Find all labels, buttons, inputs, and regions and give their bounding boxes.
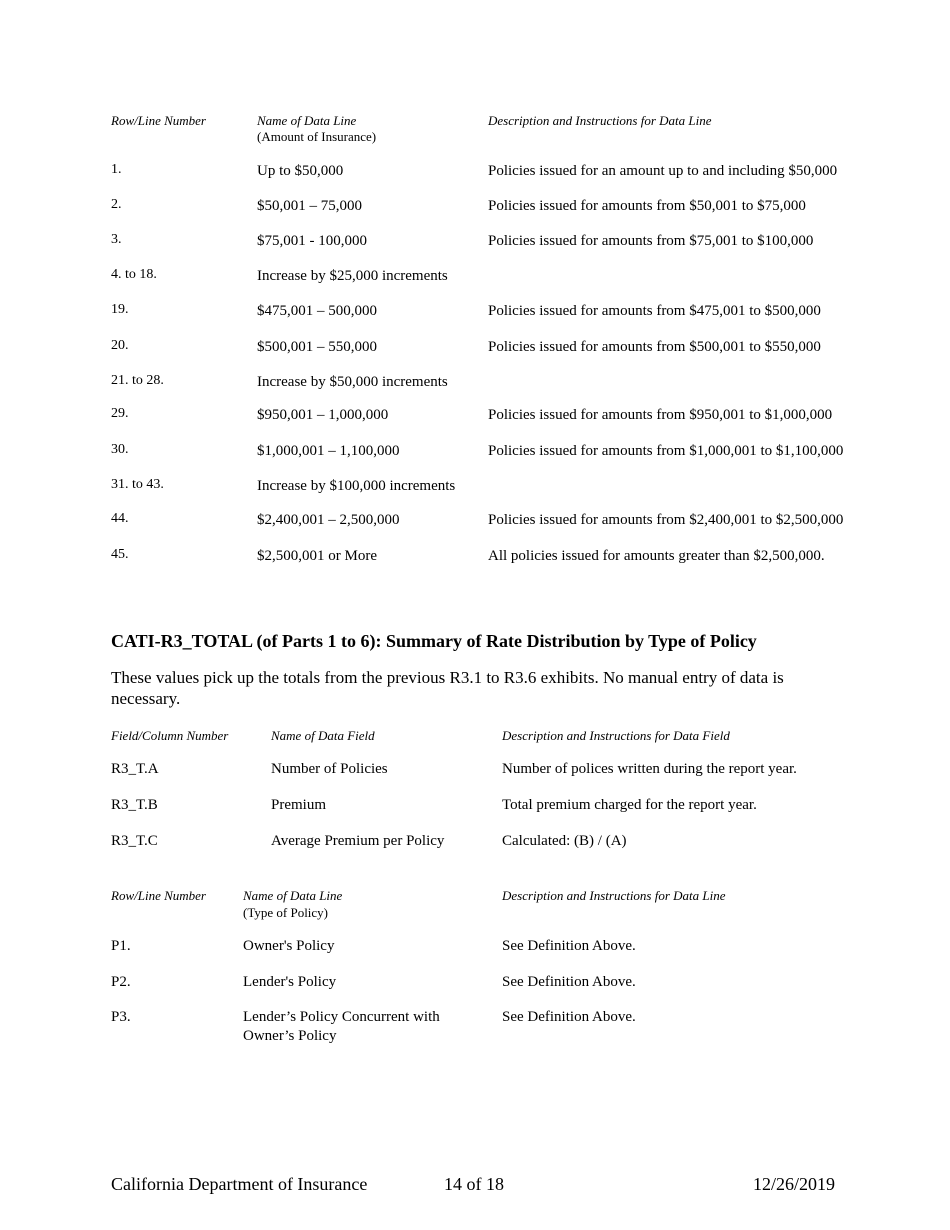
line-name: Owner's Policy <box>243 938 335 954</box>
field-description: Total premium charged for the report year. <box>502 797 757 813</box>
row-number: 29. <box>111 406 129 421</box>
row-description: Policies issued for amounts from $500,001 to $550,000 <box>488 339 821 355</box>
section-heading: CATI-R3_TOTAL (of Parts 1 to 6): Summary of Rate Distribution by Type of Policy <box>111 631 757 651</box>
row-description: Policies issued for amounts from $1,000,001 to $1,100,000 <box>488 443 844 459</box>
line-name: Lender's Policy <box>243 974 337 990</box>
row-name: $475,001 – 500,000 <box>257 303 377 319</box>
field-number: R3_T.C <box>111 833 158 849</box>
row-number: 45. <box>111 547 129 562</box>
footer-organization: California Department of Insurance <box>111 1174 368 1194</box>
line-description: See Definition Above. <box>502 974 636 990</box>
line-description: See Definition Above. <box>502 1009 636 1025</box>
header-name-of-data-line: Name of Data Line <box>243 888 343 903</box>
row-name: Increase by $100,000 increments <box>257 478 456 494</box>
row-name: $1,000,001 – 1,100,000 <box>257 443 400 459</box>
line-number: P3. <box>111 1009 131 1025</box>
row-name: $75,001 - 100,000 <box>257 233 367 249</box>
header-row-line-number: Row/Line Number <box>111 888 206 903</box>
row-name: Increase by $50,000 increments <box>257 374 448 390</box>
row-name: $500,001 – 550,000 <box>257 339 377 355</box>
row-number: 19. <box>111 302 129 317</box>
row-name: $2,400,001 – 2,500,000 <box>257 512 400 528</box>
row-number: 1. <box>111 162 122 177</box>
field-number: R3_T.B <box>111 797 158 813</box>
field-name: Premium <box>271 797 326 813</box>
row-number: 3. <box>111 232 122 247</box>
field-number: R3_T.A <box>111 761 159 777</box>
row-number: 31. to 43. <box>111 477 164 492</box>
row-name: $950,001 – 1,000,000 <box>257 407 389 423</box>
row-name: Up to $50,000 <box>257 163 344 179</box>
row-number: 44. <box>111 511 129 526</box>
row-number: 30. <box>111 442 129 457</box>
row-description: Policies issued for amounts from $950,001 to $1,000,000 <box>488 407 833 423</box>
line-number: P1. <box>111 938 131 954</box>
field-name: Average Premium per Policy <box>271 833 445 849</box>
row-name: Increase by $25,000 increments <box>257 268 448 284</box>
header-description-data-line: Description and Instructions for Data Line <box>502 888 726 903</box>
row-number: 4. to 18. <box>111 267 157 282</box>
row-description: Policies issued for amounts from $475,001 to $500,000 <box>488 303 821 319</box>
row-description: Policies issued for an amount up to and including $50,000 <box>488 163 838 179</box>
line-description: See Definition Above. <box>502 938 636 954</box>
header-name-of-data-field: Name of Data Field <box>271 728 375 743</box>
header-description: Description and Instructions for Data Line <box>488 113 712 128</box>
header-amount-of-insurance: (Amount of Insurance) <box>257 129 377 144</box>
row-description: Policies issued for amounts from $50,001 to $75,000 <box>488 198 806 214</box>
line-number: P2. <box>111 974 131 990</box>
line-name: Lender’s Policy Concurrent with <box>243 1009 440 1025</box>
header-row-line-number: Row/Line Number <box>111 113 206 128</box>
section-paragraph: These values pick up the totals from the previous R3.1 to R3.6 exhibits. No manual entry of data is necessary. <box>111 668 784 708</box>
field-name: Number of Policies <box>271 761 388 777</box>
field-description: Calculated: (B) / (A) <box>502 833 627 849</box>
row-name: $50,001 – 75,000 <box>257 198 362 214</box>
header-type-of-policy: (Type of Policy) <box>243 905 329 920</box>
row-number: 21. to 28. <box>111 373 164 388</box>
row-description: Policies issued for amounts from $2,400,001 to $2,500,000 <box>488 512 844 528</box>
row-description: All policies issued for amounts greater than $2,500,000. <box>488 548 825 564</box>
line-name: Owner’s Policy <box>243 1028 337 1044</box>
row-name: $2,500,001 or More <box>257 548 377 564</box>
row-number: 2. <box>111 197 122 212</box>
footer-page-number: 14 of 18 <box>444 1174 504 1194</box>
header-field-column-number: Field/Column Number <box>111 728 229 743</box>
row-description: Policies issued for amounts from $75,001 to $100,000 <box>488 233 814 249</box>
row-number: 20. <box>111 338 129 353</box>
header-description-data-field: Description and Instructions for Data Field <box>502 728 730 743</box>
footer-date: 12/26/2019 <box>753 1174 836 1194</box>
field-description: Number of polices written during the report year. <box>502 761 797 777</box>
header-name-of-data-line: Name of Data Line <box>257 113 357 128</box>
